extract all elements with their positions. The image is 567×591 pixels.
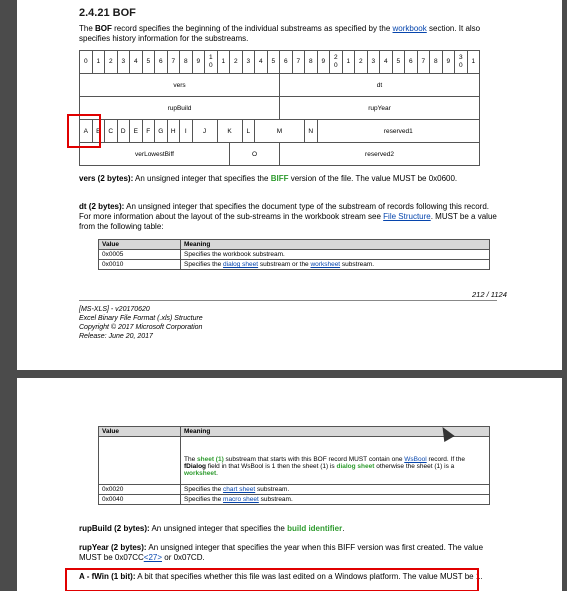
meaning-cell: Specifies the macro sheet substream. xyxy=(181,495,490,505)
field-dt: dt xyxy=(280,74,480,97)
field-n: N xyxy=(305,120,318,143)
table-row xyxy=(99,495,490,505)
table-row xyxy=(99,485,490,495)
field-rupbuild: rupBuild xyxy=(80,97,280,120)
highlight-box-field-a xyxy=(67,114,101,148)
file-structure-link[interactable]: File Structure xyxy=(383,212,431,221)
dialog-sheet-link[interactable]: dialog sheet xyxy=(223,261,259,268)
macro-sheet-link[interactable]: macro sheet xyxy=(223,496,259,503)
bit-index-cell: 3 xyxy=(367,51,380,74)
meaning-cell: Specifies the workbook substream. xyxy=(181,250,490,260)
bit-index-cell: 2 xyxy=(230,51,243,74)
rupbuild-description: rupBuild (2 bytes): An unsigned integer that specifies the build identifier. xyxy=(79,524,345,533)
field-b: B xyxy=(92,120,105,143)
field-g: G xyxy=(155,120,168,143)
meaning-cell: The sheet (1) substream that starts with this BOF record MUST contain one WsBool record. If the fDialog field in that WsBool is 1 then the sheet (1) is dialog sheet otherwise the sheet (1) is a worksheet. xyxy=(181,437,490,485)
intro-text: The xyxy=(79,24,96,33)
value-column-header: Value xyxy=(99,427,181,437)
field-name: rupYear (2 bytes): xyxy=(79,543,147,552)
field-reserved2: reserved2 xyxy=(280,143,480,166)
bit-index-cell: 2 0 xyxy=(330,51,343,74)
value-column-header: Value xyxy=(99,240,181,250)
highlight-box-fwin xyxy=(65,568,479,591)
footnote-27-link[interactable]: <27> xyxy=(143,553,163,562)
field-vers: vers xyxy=(80,74,280,97)
document-page-1 xyxy=(17,0,562,370)
meaning-cell: Specifies the dialog sheet substream or the worksheet substream. xyxy=(181,260,490,270)
bit-index-cell: 5 xyxy=(142,51,155,74)
bit-index-cell: 1 0 xyxy=(205,51,218,74)
bit-index-cell: 7 xyxy=(417,51,430,74)
vers-description: vers (2 bytes): An unsigned integer that specifies the BIFF version of the file. The value MUST be 0x0600. xyxy=(79,174,458,183)
table-row xyxy=(99,437,490,485)
rupyear-description: rupYear (2 bytes): An unsigned integer that specifies the year when this BIFF version was first created. The value MUST be 0x07CC<27> or 0x07CD. xyxy=(79,543,484,562)
bit-index-cell: 4 xyxy=(130,51,143,74)
value-cell: 0x0020 xyxy=(99,485,181,495)
bit-index-cell: 8 xyxy=(180,51,193,74)
table-row xyxy=(99,250,490,260)
meaning-column-header: Meaning xyxy=(181,240,490,250)
chart-sheet-link[interactable]: chart sheet xyxy=(223,486,256,493)
bit-index-cell: 8 xyxy=(430,51,443,74)
bit-index-cell: 2 xyxy=(355,51,368,74)
footer-divider xyxy=(79,300,497,301)
dialog-sheet-term: dialog sheet xyxy=(336,463,375,470)
bof-bit-layout-table xyxy=(79,50,480,166)
field-name: rupBuild (2 bytes): xyxy=(79,524,150,533)
field-c: C xyxy=(105,120,118,143)
fdialog-term: fDialog xyxy=(184,463,207,470)
intro-text: section. It also specifies history information for the substreams. xyxy=(79,24,481,43)
field-i: I xyxy=(180,120,193,143)
field-name: dt (2 bytes): xyxy=(79,202,125,211)
field-d: D xyxy=(117,120,130,143)
biff-term: BIFF xyxy=(270,174,289,183)
bit-index-cell: 3 0 xyxy=(455,51,468,74)
footer-line: Excel Binary File Format (.xls) Structure xyxy=(79,315,203,322)
field-a: A xyxy=(80,120,93,143)
document-page-2 xyxy=(17,378,562,591)
value-cell xyxy=(99,437,181,485)
worksheet-link[interactable]: worksheet xyxy=(310,261,341,268)
field-h: H xyxy=(167,120,180,143)
bit-index-cell: 1 xyxy=(467,51,480,74)
workbook-link[interactable]: workbook xyxy=(392,24,427,33)
field-verlowestbiff: verLowestBiff xyxy=(80,143,230,166)
section-heading: 2.4.21 BOF xyxy=(79,7,136,19)
bit-index-cell: 7 xyxy=(167,51,180,74)
field-f: F xyxy=(142,120,155,143)
bit-index-cell: 4 xyxy=(255,51,268,74)
page-number: 212 / 1124 xyxy=(472,290,507,299)
bit-index-cell: 1 xyxy=(92,51,105,74)
field-name: vers (2 bytes): xyxy=(79,174,134,183)
meaning-column-header: Meaning xyxy=(181,427,490,437)
footer-line: Release: June 20, 2017 xyxy=(79,333,153,340)
table-row xyxy=(99,260,490,270)
bit-index-cell: 9 xyxy=(442,51,455,74)
bit-index-cell: 7 xyxy=(292,51,305,74)
fwin-description: A - fWin (1 bit): A bit that specifies whether this file was last edited on a Windows platform. The value MUST be 1. xyxy=(79,572,483,581)
build-identifier-term: build identifier xyxy=(287,524,343,533)
dt-description: dt (2 bytes): An unsigned integer that specifies the document type of the substream of records following this record. For more information about the layout of the sub-streams in the workbook stream see File Structure. MUST be a value from the following table: xyxy=(79,202,497,231)
bit-index-cell: 9 xyxy=(192,51,205,74)
value-cell: 0x0040 xyxy=(99,495,181,505)
bit-index-cell: 6 xyxy=(155,51,168,74)
field-e: E xyxy=(130,120,143,143)
sheet-term: sheet (1) xyxy=(197,456,224,463)
bit-index-cell: 6 xyxy=(405,51,418,74)
bit-row-rupbuild-rupyear xyxy=(80,97,480,120)
dt-values-table xyxy=(98,239,490,270)
bit-index-cell: 3 xyxy=(117,51,130,74)
bit-index-cell: 5 xyxy=(267,51,280,74)
value-cell: 0x0010 xyxy=(99,260,181,270)
footer-line: [MS-XLS] - v20170620 xyxy=(79,306,150,313)
field-k: K xyxy=(217,120,242,143)
bit-index-cell: 3 xyxy=(242,51,255,74)
field-m: M xyxy=(255,120,305,143)
bit-index-cell: 4 xyxy=(380,51,393,74)
value-cell: 0x0005 xyxy=(99,250,181,260)
wsbool-link[interactable]: WsBool xyxy=(404,456,427,463)
bit-index-cell: 6 xyxy=(280,51,293,74)
intro-bof-term: BOF xyxy=(95,24,112,33)
bit-index-cell: 9 xyxy=(317,51,330,74)
field-l: L xyxy=(242,120,255,143)
bit-index-cell: 2 xyxy=(105,51,118,74)
page-footer xyxy=(79,305,203,341)
bit-index-cell: 8 xyxy=(305,51,318,74)
bit-index-cell: 0 xyxy=(80,51,93,74)
bit-row-vers-dt xyxy=(80,74,480,97)
bit-index-cell: 1 xyxy=(217,51,230,74)
meaning-cell: Specifies the chart sheet substream. xyxy=(181,485,490,495)
intro-text: record specifies the beginning of the individual substreams as specified by the xyxy=(111,24,393,33)
bit-index-row xyxy=(80,51,480,74)
intro-paragraph xyxy=(79,24,499,44)
field-reserved1: reserved1 xyxy=(317,120,480,143)
bit-row-verlowestbiff xyxy=(80,143,480,166)
dt-values-table-continued xyxy=(98,426,490,505)
field-name: A - fWin (1 bit): xyxy=(79,572,136,581)
field-j: J xyxy=(192,120,217,143)
bit-index-cell: 1 xyxy=(342,51,355,74)
worksheet-term: worksheet xyxy=(184,470,217,477)
field-rupyear: rupYear xyxy=(280,97,480,120)
bit-index-cell: 5 xyxy=(392,51,405,74)
field-o: O xyxy=(230,143,280,166)
bit-row-flags xyxy=(80,120,480,143)
footer-line: Copyright © 2017 Microsoft Corporation xyxy=(79,324,203,331)
